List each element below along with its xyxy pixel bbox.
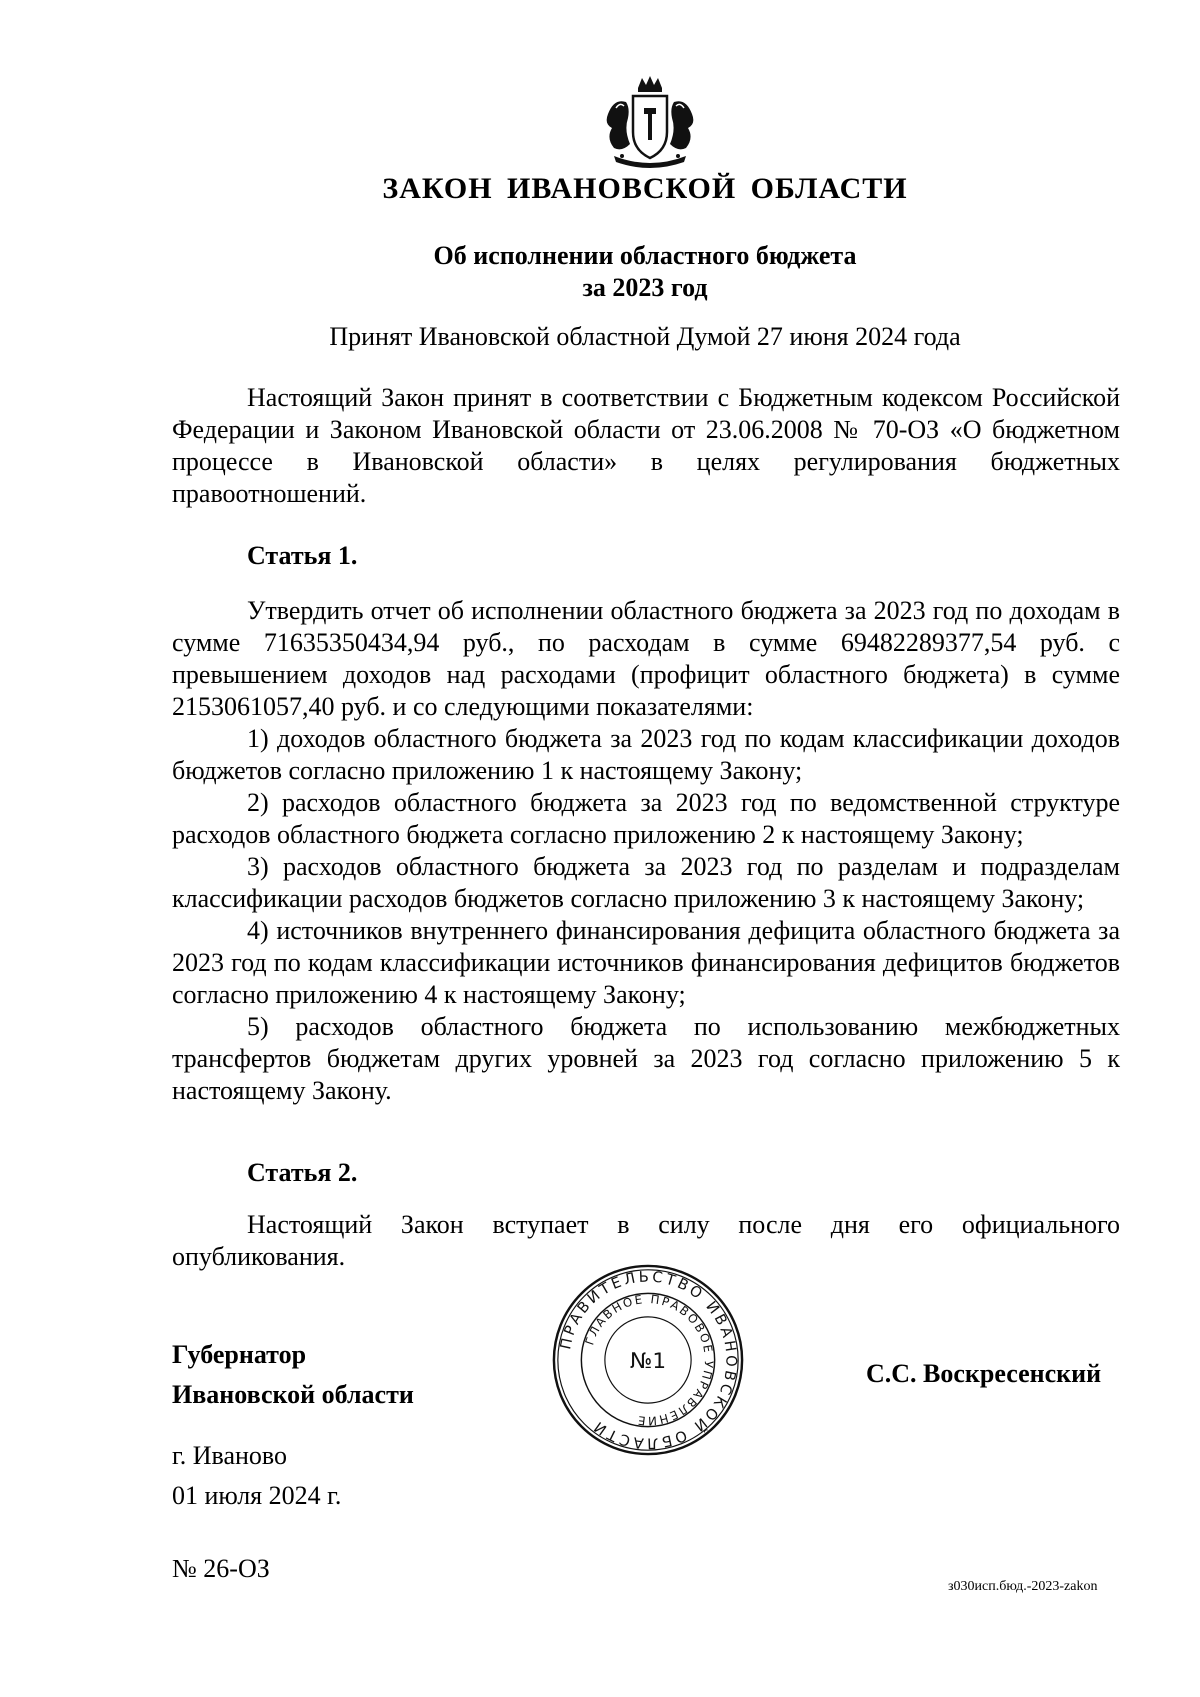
stamp-number: №1 [629, 1348, 667, 1374]
article-1-body [172, 595, 1120, 1107]
file-code: з030исп.бюд.-2023-zakon [948, 1579, 1098, 1594]
position-line-1: Губернатор [172, 1340, 307, 1369]
preamble-text: Настоящий Закон принят в соответствии с Бюджетным кодексом Российской Федерации и Законом Ивановской области от 23.06.2008 № 70-ОЗ «О бюджетном процессе в Ивановской области» в целях регулирования бюджетных правоотношений. [172, 383, 1120, 508]
preamble [172, 382, 1120, 510]
signatory-name: С.С. Воскресенский [866, 1359, 1102, 1388]
signatory-position [172, 1335, 414, 1415]
sign-date: 01 июля 2024 г. [172, 1481, 342, 1510]
article-1-heading: Статья 1. [247, 541, 358, 570]
article-2-text: Настоящий Закон вступает в силу после дня его официального опубликования. [172, 1210, 1120, 1271]
coat-of-arms-icon [600, 74, 700, 170]
article-1-item: 1) доходов областного бюджета за 2023 год по кодам классификации доходов бюджетов согласно приложению 1 к настоящему Закону; [172, 724, 1120, 785]
article-1-item: 5) расходов областного бюджета по использованию межбюджетных трансфертов бюджетам других уровней за 2023 год согласно приложению 5 к настоящему Закону. [172, 1012, 1120, 1105]
subtitle-line-1: Об исполнении областного бюджета [433, 241, 857, 270]
law-number: № 26-ОЗ [172, 1554, 270, 1583]
stamp-outer-text: ПРАВИТЕЛЬСТВО ИВАНОВСКОЙ ОБЛАСТИ [557, 1268, 740, 1452]
subtitle-line-2: за 2023 год [582, 273, 708, 302]
adoption-line: Принят Ивановской областной Думой 27 июня 2024 года [329, 322, 961, 351]
city: г. Иваново [172, 1441, 287, 1470]
article-1-intro: Утвердить отчет об исполнении областного бюджета за 2023 год по доходам в сумме 71635350434,94 руб., по расходам в сумме 69482289377,54 руб. с превышением доходов над расходами (профицит областного бюджета) в сумме 2153061057,40 руб. и со следующими показателями: [172, 596, 1120, 721]
place-and-date [172, 1436, 341, 1516]
article-1-item: 2) расходов областного бюджета за 2023 год по ведомственной структуре расходов областного бюджета согласно приложению 2 к настоящему Закону; [172, 788, 1120, 849]
position-line-2: Ивановской области [172, 1380, 414, 1409]
document-title: ЗАКОН ИВАНОВСКОЙ ОБЛАСТИ [382, 172, 908, 205]
article-1-item: 4) источников внутреннего финансирования дефицита областного бюджета за 2023 год по кодам классификации источников финансирования дефицитов бюджетов согласно приложению 4 к настоящему Закону; [172, 916, 1120, 1009]
stamp-inner-text: ГЛАВНОЕ ПРАВОВОЕ УПРАВЛЕНИЕ [582, 1292, 716, 1429]
official-stamp [550, 1262, 746, 1458]
document-subtitle [0, 240, 1200, 304]
article-2-heading: Статья 2. [247, 1158, 358, 1187]
article-1-item: 3) расходов областного бюджета за 2023 год по разделам и подразделам классификации расходов бюджетов согласно приложению 3 к настоящему Закону; [172, 852, 1120, 913]
